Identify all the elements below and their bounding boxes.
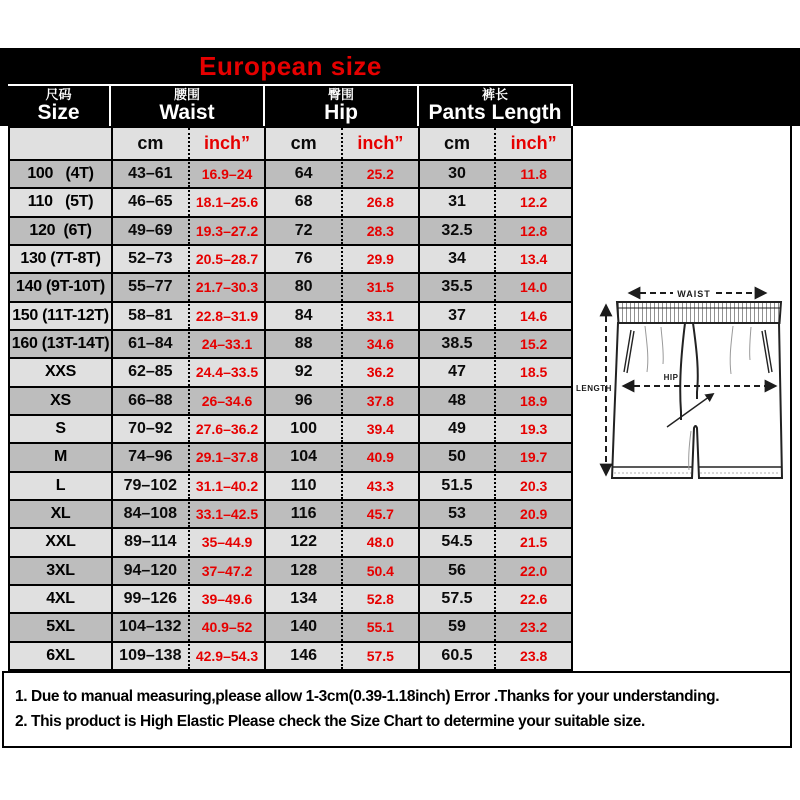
cell-waist-cm: 46–65	[111, 187, 188, 215]
group-header-waist-en: Waist	[159, 100, 215, 124]
cell-waist-inch: 37–47.2	[188, 556, 265, 584]
cell-size: 110 (5T)	[10, 187, 111, 215]
cell-waist-inch: 24–33.1	[188, 329, 265, 357]
cell-length-cm: 32.5	[418, 216, 495, 244]
cell-size: XXL	[10, 527, 111, 555]
cell-hip-cm: 116	[264, 499, 341, 527]
cell-waist-cm: 99–126	[111, 584, 188, 612]
cell-size: XS	[10, 386, 111, 414]
cell-hip-inch: 36.2	[341, 357, 418, 385]
cell-size: 150 (11T-12T)	[10, 301, 111, 329]
cell-hip-cm: 92	[264, 357, 341, 385]
cell-hip-cm: 100	[264, 414, 341, 442]
cell-hip-inch: 28.3	[341, 216, 418, 244]
cell-length-cm: 51.5	[418, 471, 495, 499]
cell-waist-inch: 26–34.6	[188, 386, 265, 414]
notes-box	[2, 671, 792, 748]
cell-hip-cm: 134	[264, 584, 341, 612]
group-header-hip-zh: 臀围	[327, 87, 354, 103]
cell-hip-cm: 96	[264, 386, 341, 414]
cell-length-cm: 37	[418, 301, 495, 329]
cell-hip-inch: 29.9	[341, 244, 418, 272]
cell-length-cm: 54.5	[418, 527, 495, 555]
group-header-pants-length-zh: 裤长	[481, 87, 508, 103]
cell-size: 4XL	[10, 584, 111, 612]
cell-length-cm: 31	[418, 187, 495, 215]
cell-waist-cm: 66–88	[111, 386, 188, 414]
cell-waist-inch: 20.5–28.7	[188, 244, 265, 272]
cell-waist-cm: 104–132	[111, 612, 188, 640]
header-band	[0, 48, 800, 126]
cell-hip-inch: 31.5	[341, 272, 418, 300]
diagram-region	[573, 126, 792, 671]
cell-length-inch: 20.9	[494, 499, 571, 527]
unit-header-size	[10, 128, 111, 159]
cell-hip-cm: 68	[264, 187, 341, 215]
cell-length-inch: 15.2	[494, 329, 571, 357]
cell-waist-inch: 19.3–27.2	[188, 216, 265, 244]
note-2: 2. This product is High Elastic Please check the Size Chart to determine your suitable size.	[15, 713, 645, 730]
cell-hip-inch: 34.6	[341, 329, 418, 357]
cell-hip-cm: 122	[264, 527, 341, 555]
cell-waist-inch: 31.1–40.2	[188, 471, 265, 499]
group-header-size-zh: 尺码	[45, 87, 72, 103]
cell-size: 3XL	[10, 556, 111, 584]
cell-length-inch: 12.8	[494, 216, 571, 244]
cell-length-cm: 50	[418, 442, 495, 470]
cell-waist-inch: 27.6–36.2	[188, 414, 265, 442]
cell-waist-cm: 109–138	[111, 641, 188, 669]
cell-hip-inch: 39.4	[341, 414, 418, 442]
cell-waist-cm: 62–85	[111, 357, 188, 385]
cell-size: 130 (7T-8T)	[10, 244, 111, 272]
cell-hip-cm: 110	[264, 471, 341, 499]
cell-waist-cm: 43–61	[111, 159, 188, 187]
length-label: LENGTH	[576, 384, 612, 393]
cell-waist-cm: 61–84	[111, 329, 188, 357]
cell-hip-inch: 40.9	[341, 442, 418, 470]
cell-size: XL	[10, 499, 111, 527]
cell-length-inch: 20.3	[494, 471, 571, 499]
group-header-waist-zh: 腰围	[173, 87, 200, 103]
cell-size: 5XL	[10, 612, 111, 640]
cell-hip-inch: 55.1	[341, 612, 418, 640]
cell-length-inch: 23.2	[494, 612, 571, 640]
cell-length-inch: 22.6	[494, 584, 571, 612]
cell-hip-inch: 26.8	[341, 187, 418, 215]
cell-length-inch: 12.2	[494, 187, 571, 215]
cell-size: 160 (13T-14T)	[10, 329, 111, 357]
cell-waist-inch: 39–49.6	[188, 584, 265, 612]
cell-length-inch: 23.8	[494, 641, 571, 669]
cell-hip-cm: 80	[264, 272, 341, 300]
cell-hip-cm: 72	[264, 216, 341, 244]
shorts-outline	[612, 302, 782, 478]
cell-length-cm: 59	[418, 612, 495, 640]
cell-waist-inch: 24.4–33.5	[188, 357, 265, 385]
cell-waist-cm: 89–114	[111, 527, 188, 555]
cell-size: 6XL	[10, 641, 111, 669]
cell-waist-inch: 33.1–42.5	[188, 499, 265, 527]
cell-hip-cm: 76	[264, 244, 341, 272]
cell-waist-inch: 18.1–25.6	[188, 187, 265, 215]
cell-length-cm: 57.5	[418, 584, 495, 612]
group-header-pants-length-en: Pants Length	[428, 100, 562, 124]
cell-waist-cm: 58–81	[111, 301, 188, 329]
cell-hip-inch: 33.1	[341, 301, 418, 329]
cell-waist-inch: 35–44.9	[188, 527, 265, 555]
cell-length-cm: 49	[418, 414, 495, 442]
cell-length-cm: 34	[418, 244, 495, 272]
cell-length-cm: 47	[418, 357, 495, 385]
cell-hip-inch: 43.3	[341, 471, 418, 499]
cell-length-cm: 30	[418, 159, 495, 187]
cell-waist-cm: 70–92	[111, 414, 188, 442]
hip-label: HIP	[663, 373, 679, 382]
cell-hip-inch: 37.8	[341, 386, 418, 414]
group-header-pants-length	[417, 86, 571, 126]
cell-length-inch: 18.5	[494, 357, 571, 385]
cell-length-cm: 38.5	[418, 329, 495, 357]
cell-waist-cm: 84–108	[111, 499, 188, 527]
cell-hip-inch: 48.0	[341, 527, 418, 555]
cell-hip-cm: 140	[264, 612, 341, 640]
cell-waist-cm: 94–120	[111, 556, 188, 584]
shorts-diagram	[573, 126, 792, 671]
cell-hip-cm: 64	[264, 159, 341, 187]
page-title: European size	[199, 51, 382, 81]
unit-header-hip-cm: cm	[264, 128, 341, 159]
cell-hip-inch: 50.4	[341, 556, 418, 584]
cell-hip-inch: 57.5	[341, 641, 418, 669]
cell-waist-cm: 79–102	[111, 471, 188, 499]
cell-length-cm: 48	[418, 386, 495, 414]
cell-length-cm: 53	[418, 499, 495, 527]
cell-hip-inch: 45.7	[341, 499, 418, 527]
cell-length-inch: 19.3	[494, 414, 571, 442]
unit-header-length-inch: inch”	[494, 128, 571, 159]
cell-waist-inch: 21.7–30.3	[188, 272, 265, 300]
cell-hip-cm: 146	[264, 641, 341, 669]
cell-length-inch: 14.0	[494, 272, 571, 300]
cell-hip-inch: 52.8	[341, 584, 418, 612]
cell-size: XXS	[10, 357, 111, 385]
cell-length-inch: 19.7	[494, 442, 571, 470]
group-header-size	[8, 86, 109, 126]
cell-waist-inch: 22.8–31.9	[188, 301, 265, 329]
column-group-headers	[8, 84, 573, 126]
cell-length-inch: 18.9	[494, 386, 571, 414]
cell-waist-inch: 42.9–54.3	[188, 641, 265, 669]
cell-length-inch: 14.6	[494, 301, 571, 329]
cell-length-inch: 21.5	[494, 527, 571, 555]
cell-waist-cm: 49–69	[111, 216, 188, 244]
cell-size: 120 (6T)	[10, 216, 111, 244]
cell-hip-cm: 88	[264, 329, 341, 357]
cell-size: L	[10, 471, 111, 499]
note-1: 1. Due to manual measuring,please allow 1-3cm(0.39-1.18inch) Error .Thanks for your understanding.	[15, 688, 720, 705]
waist-label: WAIST	[677, 289, 711, 299]
group-header-hip	[263, 86, 417, 126]
unit-header-waist-inch: inch”	[188, 128, 265, 159]
cell-hip-cm: 104	[264, 442, 341, 470]
cell-length-cm: 60.5	[418, 641, 495, 669]
cell-length-cm: 56	[418, 556, 495, 584]
cell-length-inch: 22.0	[494, 556, 571, 584]
cell-waist-cm: 55–77	[111, 272, 188, 300]
cell-length-inch: 11.8	[494, 159, 571, 187]
cell-waist-cm: 74–96	[111, 442, 188, 470]
unit-header-hip-inch: inch”	[341, 128, 418, 159]
group-header-hip-en: Hip	[324, 100, 358, 124]
cell-waist-cm: 52–73	[111, 244, 188, 272]
unit-header-waist-cm: cm	[111, 128, 188, 159]
cell-size: 140 (9T-10T)	[10, 272, 111, 300]
size-table	[8, 126, 573, 671]
cell-hip-inch: 25.2	[341, 159, 418, 187]
cell-waist-inch: 29.1–37.8	[188, 442, 265, 470]
cell-size: M	[10, 442, 111, 470]
group-header-waist	[109, 86, 263, 126]
cell-waist-inch: 16.9–24	[188, 159, 265, 187]
cell-size: 100 (4T)	[10, 159, 111, 187]
unit-header-length-cm: cm	[418, 128, 495, 159]
cell-hip-cm: 128	[264, 556, 341, 584]
cell-size: S	[10, 414, 111, 442]
cell-length-cm: 35.5	[418, 272, 495, 300]
cell-length-inch: 13.4	[494, 244, 571, 272]
cell-hip-cm: 84	[264, 301, 341, 329]
cell-waist-inch: 40.9–52	[188, 612, 265, 640]
group-header-size-en: Size	[37, 100, 80, 124]
